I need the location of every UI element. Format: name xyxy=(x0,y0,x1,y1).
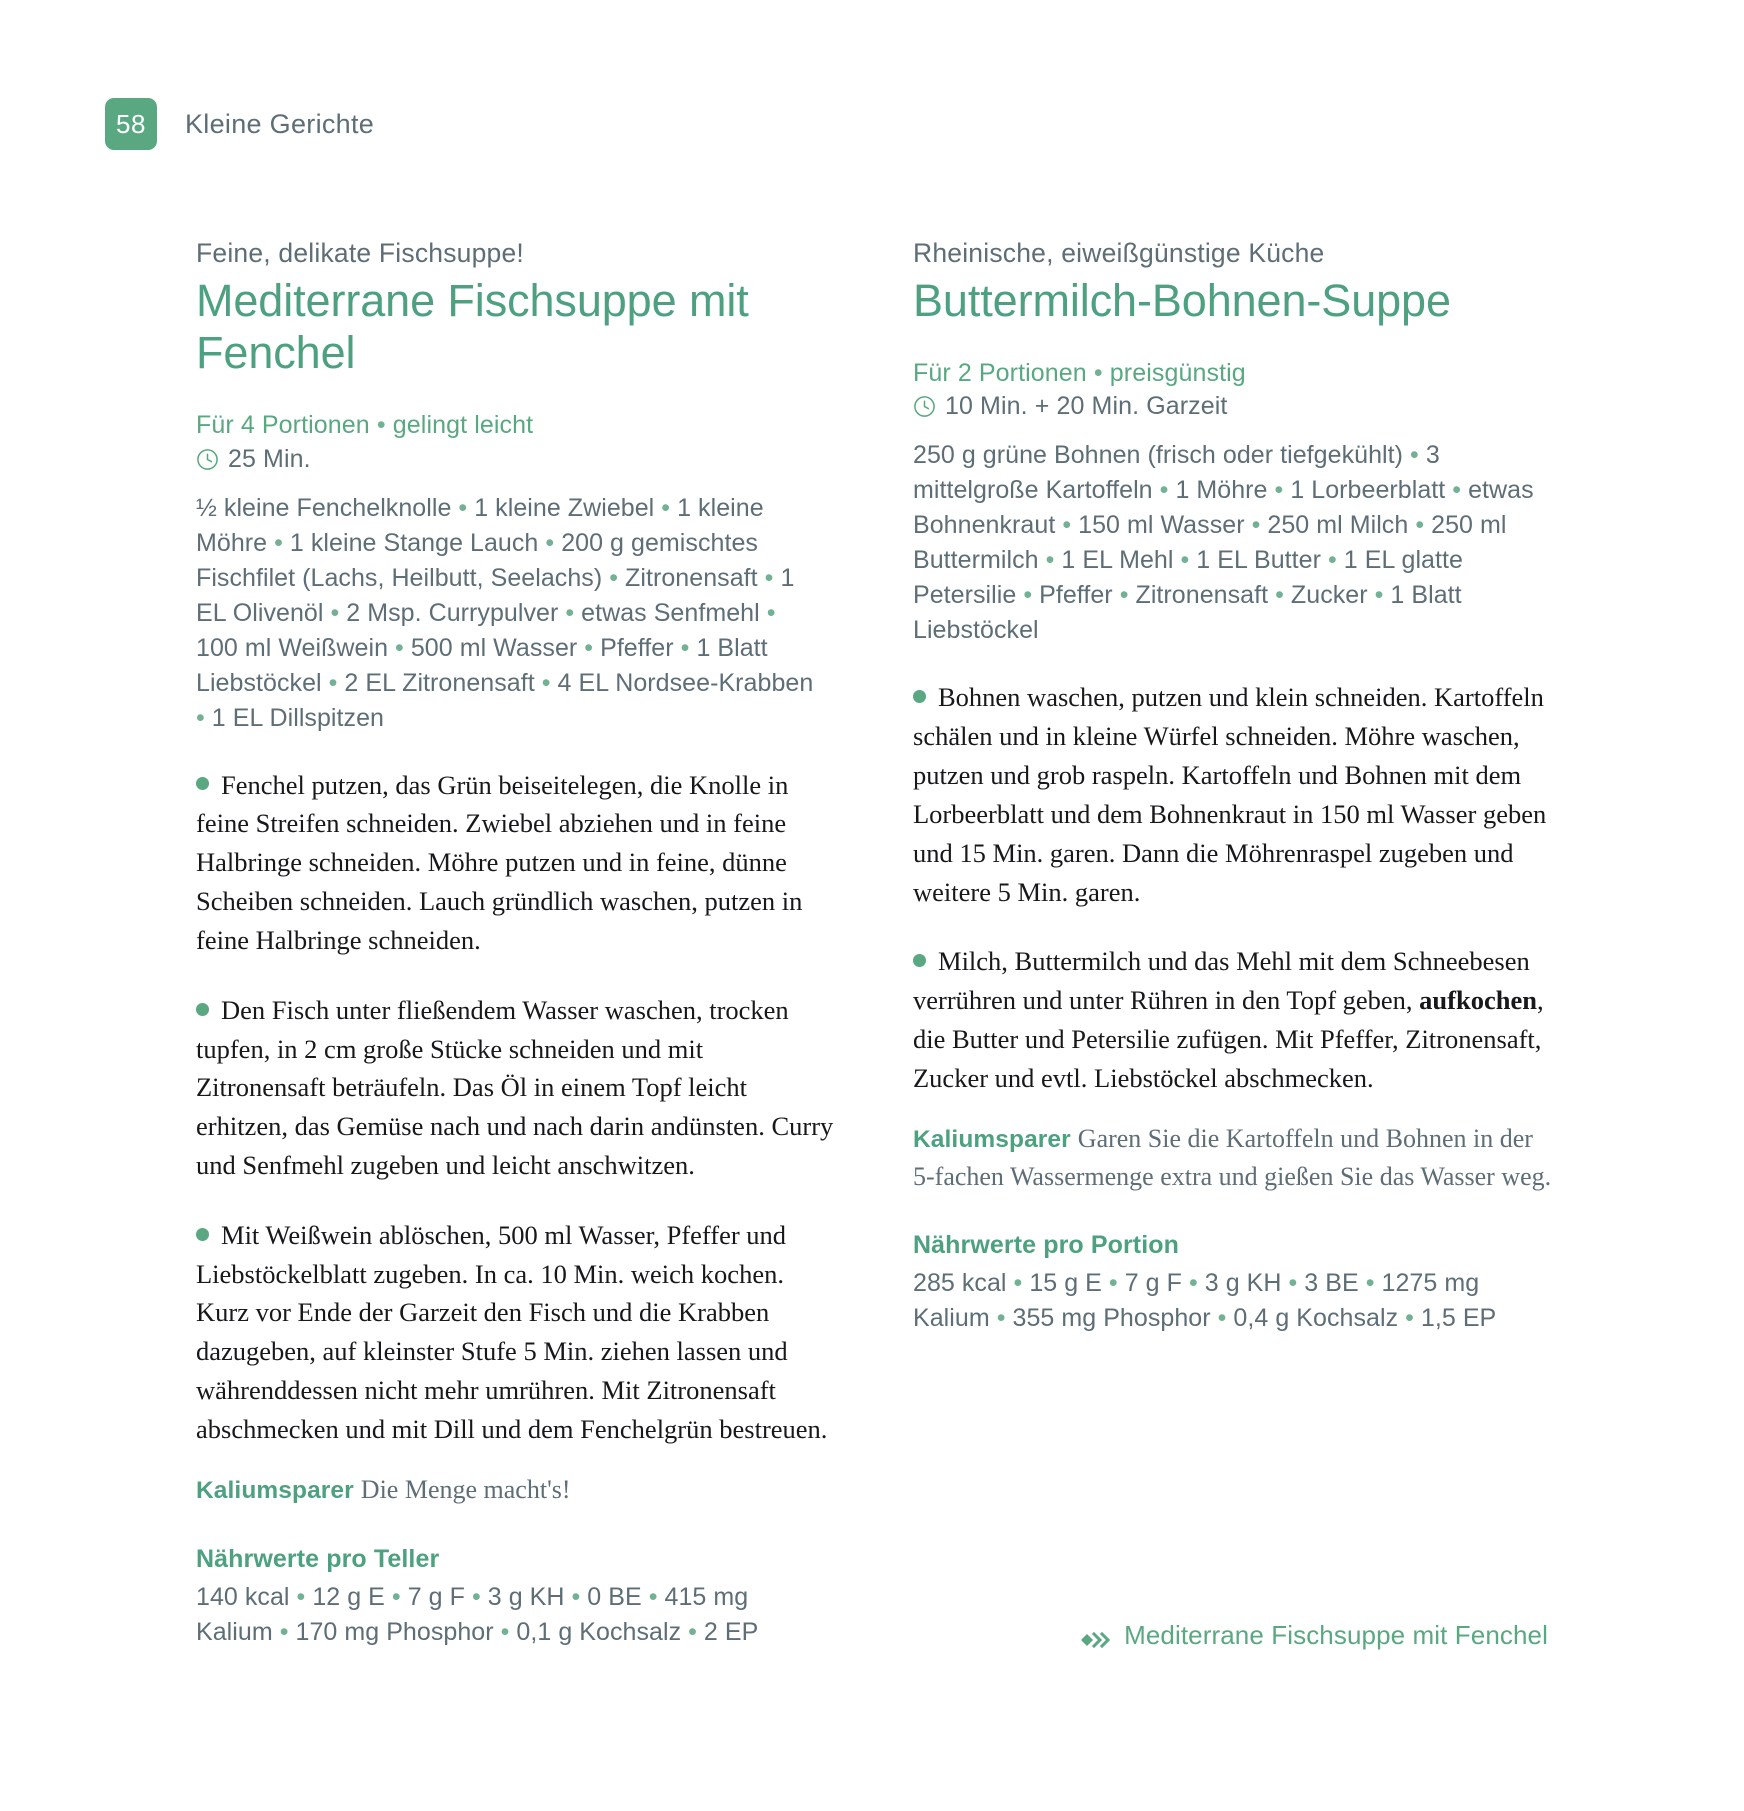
step-text: Fenchel putzen, das Grün beiseitelegen, die Knolle in feine Streifen schneiden. Zwiebel abziehen und in feine Halbringe schneiden. Möhre putzen und in feine, dünne Scheiben schneiden. Lauch gründlich waschen, putzen in feine Halbringe schneiden. xyxy=(196,769,803,955)
preparation-time xyxy=(196,445,856,474)
step-text: Bohnen waschen, putzen und klein schneiden. Kartoffeln schälen und in kleine Würfel schneiden. Möhre waschen, putzen und grob raspeln. Kartoffeln und Bohnen mit dem Lorbeerblatt und dem Bohnenkraut in 150 ml Wasser geben und 15 Min. garen. Dann die Möhrenraspel zugeben und weitere 5 Min. garen. xyxy=(913,682,1547,907)
servings-line: Für 2 Portionen • preisgünstig xyxy=(913,359,1246,388)
preparation-time-label: 25 Min. xyxy=(228,444,311,473)
recipe-columns xyxy=(0,238,1744,1650)
step-item xyxy=(196,991,836,1185)
step-bullet-icon xyxy=(913,690,926,703)
tip-label: Kaliumsparer xyxy=(196,1476,354,1504)
step-bullet-icon xyxy=(196,1228,209,1241)
running-head xyxy=(105,98,374,150)
cross-reference[interactable] xyxy=(1079,1620,1548,1651)
recipe-title: Mediterrane Fischsuppe mit Fenchel xyxy=(196,275,749,379)
page-number-badge: 58 xyxy=(105,98,157,150)
recipe-title: Buttermilch-Bohnen-Suppe xyxy=(913,275,1451,326)
recipe-kicker: Feine, delikate Fischsuppe! xyxy=(196,238,524,268)
recipe-kicker: Rheinische, eiweißgünstige Küche xyxy=(913,238,1325,268)
recipe-right xyxy=(913,238,1573,1650)
step-text: Mit Weißwein ablöschen, 500 ml Wasser, Pfeffer und Liebstöckelblatt zugeben. In ca. 10 Min. weich kochen. Kurz vor Ende der Garzeit den Fisch und die Krabben dazugeben, auf kleinster Stufe 5 Min. ziehen lassen und währenddessen nicht mehr umrühren. Mit Zitronensaft abschmecken und mit Dill und dem Fenchelgrün bestreuen. xyxy=(196,1219,828,1444)
recipe-left xyxy=(196,238,856,1650)
ingredients-list: 250 g grüne Bohnen (frisch oder tiefgekühlt) • 3 mittelgroße Kartoffeln • 1 Möhre • 1 Lorbeerblatt • etwas Bohnenkraut • 150 ml Wasser • 250 ml Milch • 250 ml Buttermilch • 1 EL Mehl • 1 EL Butter • 1 EL glatte Petersilie • Pfeffer • Zitronensaft • Zucker • 1 Blatt Liebstöckel xyxy=(913,441,1534,645)
preparation-time-label: 10 Min. + 20 Min. Garzeit xyxy=(945,392,1228,421)
nutrition-title: Nährwerte pro Portion xyxy=(913,1231,1180,1260)
step-bullet-icon xyxy=(196,1003,209,1016)
section-title: Kleine Gerichte xyxy=(185,108,375,139)
ingredients-list: ½ kleine Fenchelknolle • 1 kleine Zwiebel • 1 kleine Möhre • 1 kleine Stange Lauch • 200 g gemischtes Fischfilet (Lachs, Heilbutt, Seelachs) • Zitronensaft • 1 EL Olivenöl • 2 Msp. Currypulver • etwas Senfmehl • 100 ml Weißwein • 500 ml Wasser • Pfeffer • 1 Blatt Liebstöckel • 2 EL Zitronensaft • 4 EL Nordsee-Krabben • 1 EL Dillspitzen xyxy=(196,493,814,732)
step-item xyxy=(196,1216,836,1449)
clock-icon xyxy=(913,395,936,418)
nutrition-title: Nährwerte pro Teller xyxy=(196,1544,440,1573)
servings-line: Für 4 Portionen • gelingt leicht xyxy=(196,411,534,440)
step-item xyxy=(913,942,1553,1097)
clock-icon xyxy=(196,448,219,471)
steps-list xyxy=(196,766,856,1449)
step-bullet-icon xyxy=(913,954,926,967)
step-item xyxy=(196,766,836,960)
nutrition-values: 285 kcal • 15 g E • 7 g F • 3 g KH • 3 BE • 1275 mg Kalium • 355 mg Phosphor • 0,4 g Kochsalz • 1,5 EP xyxy=(913,1269,1497,1333)
steps-list xyxy=(913,678,1573,1097)
tip-block xyxy=(913,1120,1553,1196)
step-text: Den Fisch unter fließendem Wasser waschen, trocken tupfen, in 2 cm große Stücke schneiden und mit Zitronensaft beträufeln. Das Öl in einem Topf leicht erhitzen, das Gemüse nach und nach darin andünsten. Curry und Senfmehl zugeben und leicht anschwitzen. xyxy=(196,994,834,1180)
preparation-time xyxy=(913,392,1573,421)
tip-text: Die Menge macht's! xyxy=(360,1474,571,1504)
nutrition-values: 140 kcal • 12 g E • 7 g F • 3 g KH • 0 BE • 415 mg Kalium • 170 mg Phosphor • 0,1 g Kochsalz • 2 EP xyxy=(196,1582,759,1646)
nutrition-block xyxy=(913,1231,1573,1336)
step-text: Milch, Buttermilch und das Mehl mit dem Schneebesen verrühren und unter Rühren in den Topf geben, aufkochen, die Butter und Petersilie zufügen. Mit Pfeffer, Zitronensaft, Zucker und evtl. Liebstöckel abschmecken. xyxy=(913,946,1544,1093)
tip-block xyxy=(196,1471,836,1509)
tip-text: Garen Sie die Kartoffeln und Bohnen in der 5-fachen Wassermenge extra und gießen Sie das Wasser weg. xyxy=(913,1123,1552,1191)
tip-label: Kaliumsparer xyxy=(913,1125,1071,1153)
step-item xyxy=(913,678,1553,911)
double-chevron-icon xyxy=(1079,1626,1113,1646)
nutrition-block xyxy=(196,1545,856,1650)
step-bullet-icon xyxy=(196,777,209,790)
cross-reference-label: Mediterrane Fischsuppe mit Fenchel xyxy=(1124,1620,1548,1650)
